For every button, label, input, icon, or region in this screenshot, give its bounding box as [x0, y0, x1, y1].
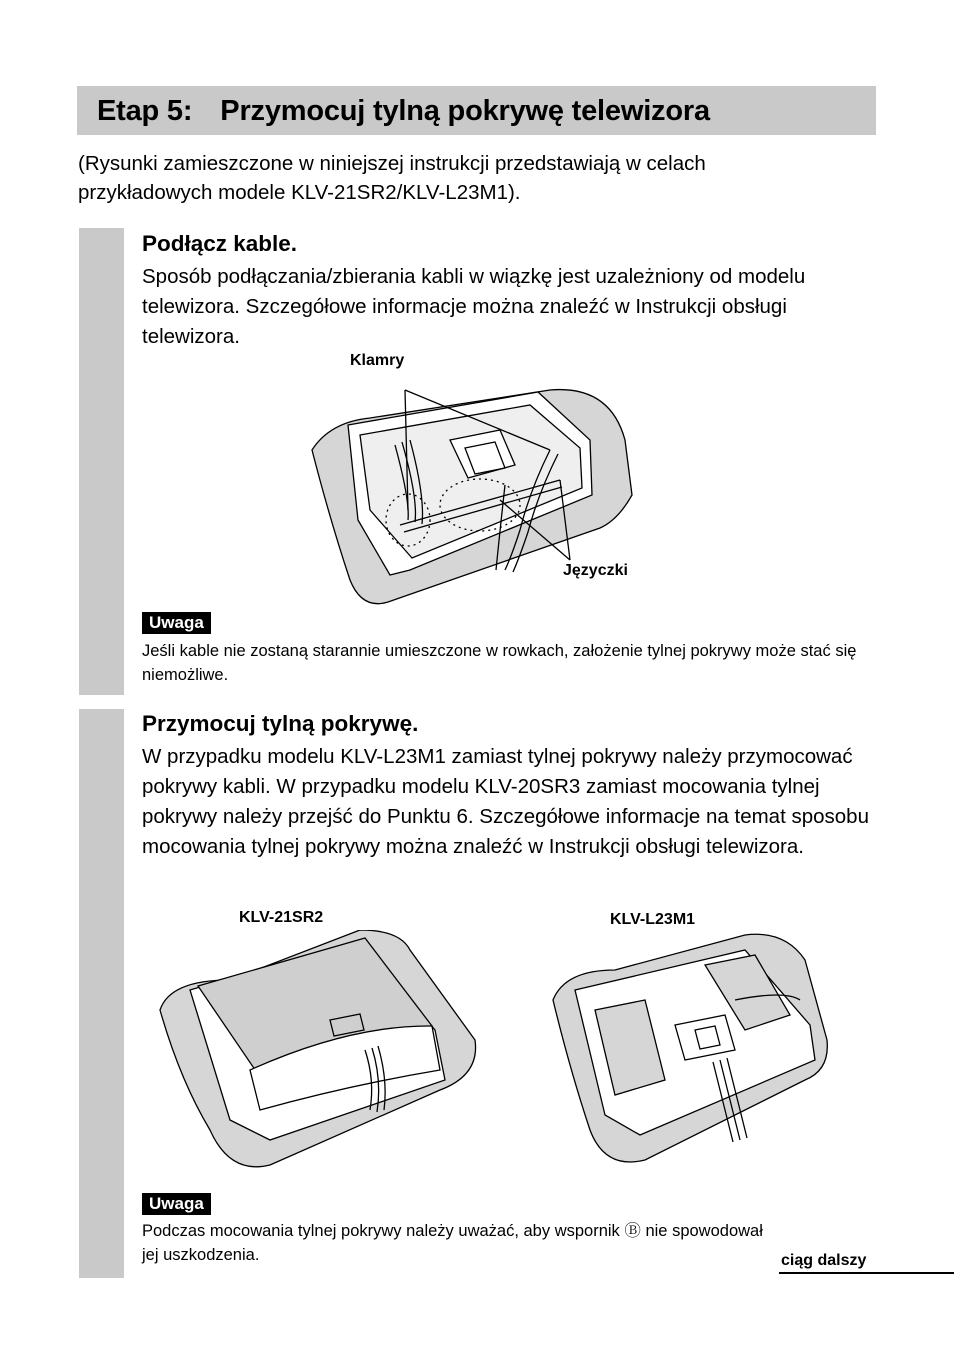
continued-underline — [779, 1272, 954, 1274]
page-title — [97, 95, 710, 128]
back-cover-illustration-left — [150, 930, 480, 1170]
back-cover-illustration-right — [545, 930, 835, 1170]
step-1 — [142, 230, 882, 352]
step-1-body: Sposób podłączania/zbierania kabli w wiązkę jest uzależniony od modelu telewizora. Szczegółowe informacje można znaleźć w Instrukcji obsługi telewizora. — [142, 265, 806, 348]
note-badge-2: Uwaga — [142, 1193, 211, 1215]
note-2-text: Podczas mocowania tylnej pokrywy należy uważać, aby wspornik Ⓑ nie spowodował jej uszkodzenia. — [142, 1222, 763, 1264]
title-bar — [77, 86, 876, 135]
label-tabs: Języczki — [563, 562, 628, 579]
continued-label: ciąg dalszy — [781, 1252, 867, 1269]
step-2-title: Przymocuj tylną pokrywę. — [142, 711, 419, 736]
label-model-right: KLV-L23M1 — [610, 911, 696, 928]
step-1-bar — [79, 228, 124, 695]
step-2 — [142, 710, 882, 862]
step-number: Etap 5: — [97, 95, 193, 127]
label-model-left: KLV-21SR2 — [239, 909, 324, 926]
note-1-text: Jeśli kable nie zostaną starannie umieszczone w rowkach, założenie tylnej pokrywy może stać się niemożliwe. — [142, 642, 857, 684]
step-2-bar — [79, 709, 124, 1278]
step-2-body: W przypadku modelu KLV-L23M1 zamiast tylnej pokrywy należy przymocować pokrywy kabli. W przypadku modelu KLV-20SR3 zamiast mocowania tylnej pokrywy należy przejść do Punktu 6. Szczegółowe informacje na temat sposobu mocowania tylnej pokrywy można znaleźć w Instrukcji obsługi telewizora. — [142, 745, 869, 858]
intro-text: (Rysunki zamieszczone w niniejszej instrukcji przedstawiają w celach przykładowych modele KLV-21SR2/KLV-L23M1). — [78, 152, 706, 204]
cable-routing-illustration — [300, 370, 640, 610]
label-clamps: Klamry — [350, 352, 405, 369]
note-badge-1: Uwaga — [142, 612, 211, 634]
step-1-title: Podłącz kable. — [142, 231, 298, 256]
step-title: Przymocuj tylną pokrywę telewizora — [220, 95, 710, 127]
